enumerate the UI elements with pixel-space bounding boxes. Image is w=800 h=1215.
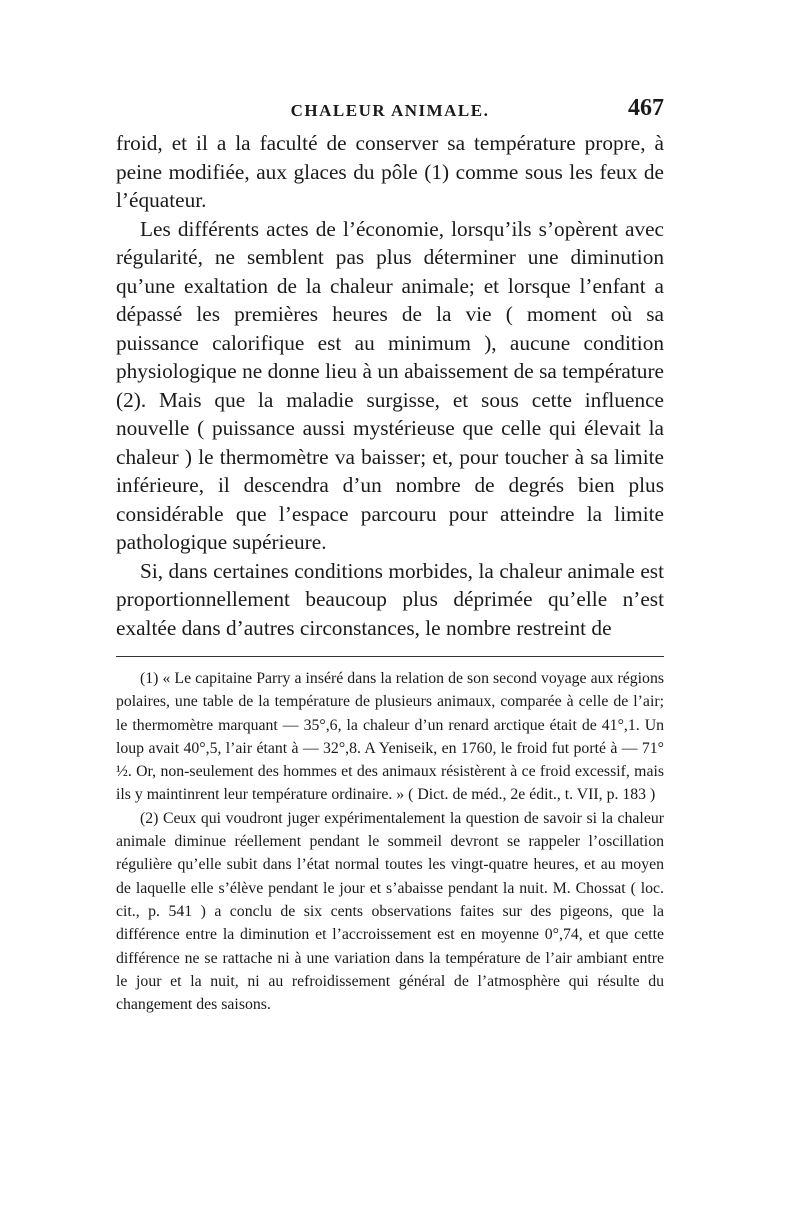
- paragraph: Si, dans certaines conditions morbides, la chaleur animale est proportionnellement beaucoup plus déprimée qu’elle n’est exaltée dans d’autres circonstances, le nombre restreint de: [116, 558, 664, 640]
- book-page: [116, 95, 664, 1016]
- page-number: 467: [628, 95, 664, 121]
- footnote-1: (1) « Le capitaine Parry a inséré dans la relation de son second voyage aux régions polaires, une table de la température de plusieurs animaux, comparée à celle de l’air; le thermomètre marquant — 35°,6, la chaleur d’un renard arctique était de 41°,1. Un loup avait 40°,5, l’air étant à — 32°,8. A Yeniseik, en 1760, le froid fut porté à — 71° ½. Or, non-seulement des hommes et des animaux résistèrent à ce froid excessif, mais ils y maintinrent leur température ordinaire. » ( Dict. de méd., 2e édit., t. VII, p. 183 ): [116, 670, 664, 804]
- footnote-divider: [116, 656, 664, 657]
- paragraph-continuation: froid, et il a la faculté de conserver sa température propre, à peine modifiée, aux glaces du pôle (1) comme sous les feux de l’équateur.: [116, 131, 664, 212]
- page-header: [116, 95, 664, 129]
- main-text: [116, 129, 664, 642]
- running-head: CHALEUR ANIMALE.: [290, 101, 490, 120]
- footnotes: [116, 667, 664, 1016]
- paragraph: Les différents actes de l’économie, lorsqu’ils s’opèrent avec régularité, ne semblent pas plus déterminer une diminution qu’une exaltation de la chaleur animale; et lorsque l’enfant a dépassé les premières heures de la vie ( moment où sa puissance calorifique est au minimum ), aucune condition physiologique ne donne lieu à un abaissement de sa température (2). Mais que la maladie surgisse, et sous cette influence nouvelle ( puissance aussi mystérieuse que celle qui élevait la chaleur ) le thermomètre va baisser; et, pour toucher à sa limite inférieure, il descendra d’un nombre de degrés bien plus considérable que l’espace parcouru pour atteindre la limite pathologique supérieure.: [116, 216, 664, 554]
- footnote-2: (2) Ceux qui voudront juger expérimentalement la question de savoir si la chaleur animale diminue réellement pendant le sommeil devront se rappeler l’oscillation régulière qu’elle subit dans l’état normal toutes les vingt-quatre heures, et au moyen de laquelle elle s’élève pendant le jour et s’abaisse pendant la nuit. M. Chossat ( loc. cit., p. 541 ) a conclu de six cents observations faites sur des pigeons, que la différence entre la diminution et l’accroissement est en moyenne 0°,74, et que cette différence ne se rattache ni à une variation dans la température de l’air ambiant entre le jour et la nuit, ni au refroidissement général de l’atmosphère qui résulte du changement des saisons.: [116, 809, 664, 1014]
